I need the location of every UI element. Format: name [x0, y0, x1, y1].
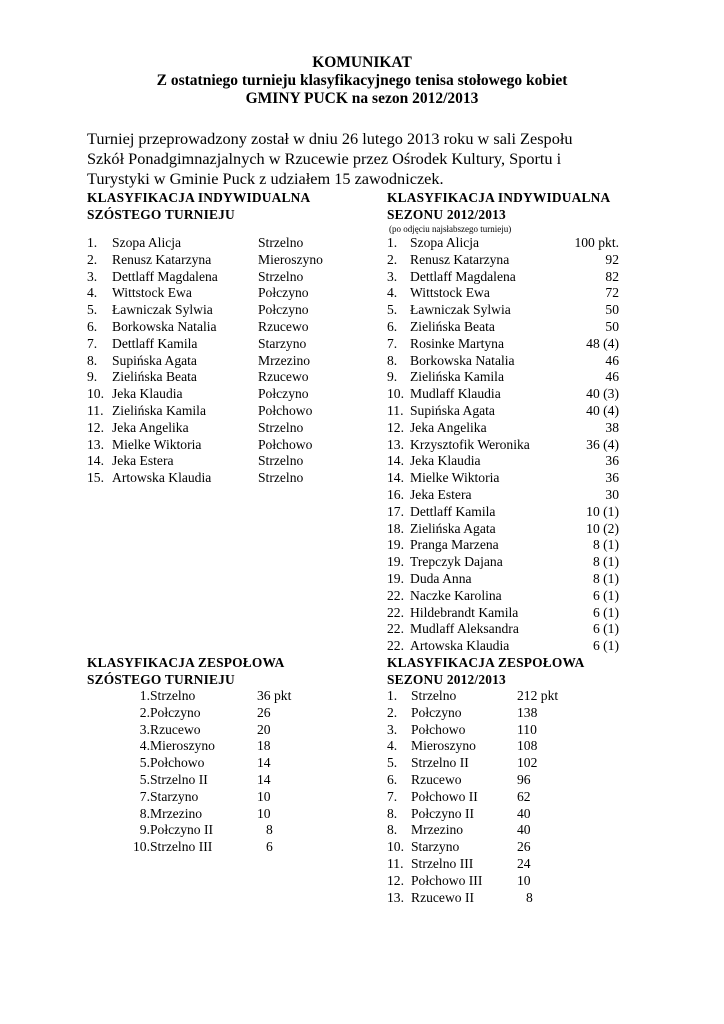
table-row [87, 688, 307, 705]
rank-number: 19. [387, 537, 404, 553]
table-row [87, 252, 347, 269]
team-name: Rzucewo [411, 771, 462, 787]
table-row [87, 470, 347, 487]
player-club: Połchowo [258, 402, 313, 418]
player-name: Pranga Marzena [410, 537, 499, 553]
rank-number: 6. [387, 318, 398, 334]
intro-line: Turniej przeprowadzony został w dniu 26 lutego 2013 roku w sali Zespołu [87, 129, 573, 148]
player-points: 46 [605, 352, 619, 368]
rank-number: 22. [387, 604, 404, 620]
rank-number: 1. [387, 688, 398, 703]
player-points: 8 (1) [592, 570, 619, 586]
table-row [87, 738, 307, 755]
rank-number: 7. [87, 335, 98, 351]
rank-number: 12. [87, 419, 104, 435]
table-row [387, 554, 647, 571]
player-points: 36 [605, 453, 619, 469]
team-points: 24 [517, 855, 531, 871]
table-row [387, 705, 587, 722]
team-name: Połchowo II [411, 788, 478, 804]
rank-number: 9. [139, 822, 150, 838]
player-points: 50 [605, 318, 619, 334]
section-title: KLASYFIKACJA ZESPOŁOWA [87, 655, 285, 670]
player-points: 40 (3) [586, 386, 619, 402]
rank-number: 9. [387, 369, 398, 385]
table-row [87, 319, 347, 336]
table-row [387, 638, 647, 655]
document-subtitle-season: GMINY PUCK na sezon 2012/2013 [245, 90, 479, 107]
rank-number: 11. [87, 402, 104, 418]
rank-number: 8. [387, 805, 398, 821]
team-name: Mieroszyno [411, 738, 476, 754]
player-points: 6 (1) [592, 638, 619, 654]
table-row [87, 285, 347, 302]
team-name: Strzelno [150, 688, 196, 703]
table-row [387, 588, 647, 605]
team-points: 10 [257, 788, 271, 804]
team-points: 26 [257, 704, 271, 720]
team-name: Starzyno [411, 839, 460, 855]
rank-number: 14. [87, 453, 104, 469]
team-points: 26 [517, 839, 531, 855]
section-subtitle: SZÓSTEGO TURNIEJU [87, 671, 235, 687]
player-name: Renusz Katarzyna [410, 251, 510, 267]
team-name: Strzelno [411, 688, 457, 703]
team-name: Połchowo [150, 755, 205, 771]
player-club: Mieroszyno [258, 251, 323, 267]
table-row [87, 755, 307, 772]
player-name: Mudlaff Klaudia [410, 386, 501, 402]
individual-tournament-heading [87, 190, 310, 223]
player-name: Szopa Alicja [410, 235, 480, 250]
player-club: Starzyno [258, 335, 307, 351]
table-row [387, 487, 647, 504]
rank-number: 2. [387, 704, 398, 720]
rank-number: 5. [87, 302, 98, 318]
player-name: Wittstock Ewa [112, 285, 192, 301]
rank-number: 19. [387, 570, 404, 586]
season-note: (po odjęciu najsłabszego turnieju) [389, 224, 512, 234]
player-name: Dettlaff Magdalena [112, 268, 218, 284]
player-club: Połchowo [258, 436, 313, 452]
player-club: Połczyno [258, 285, 309, 301]
player-points: 6 (1) [592, 621, 619, 637]
rank-number: 4. [387, 738, 398, 754]
team-name: Połczyno II [150, 822, 214, 838]
team-points: 108 [517, 738, 538, 754]
rank-number: 12. [387, 872, 404, 888]
section-subtitle: SEZONU 2012/2013 [387, 671, 506, 687]
table-row [87, 353, 347, 370]
team-name: Starzyno [150, 788, 199, 804]
rank-number: 5. [387, 755, 398, 771]
table-row [387, 856, 587, 873]
table-row [87, 437, 347, 454]
table-row [387, 252, 647, 269]
table-row [87, 369, 347, 386]
intro-line: Turystyki w Gminie Puck z udziałem 15 zawodniczek. [87, 169, 444, 188]
player-name: Duda Anna [410, 570, 472, 586]
player-name: Ławniczak Sylwia [112, 302, 213, 318]
table-row [87, 302, 347, 319]
player-points: 8 (1) [592, 554, 619, 570]
document-subtitle: Z ostatniego turnieju klasyfikacyjnego tenisa stołowego kobiet [156, 72, 568, 89]
rank-number: 5. [139, 771, 150, 787]
rank-number: 7. [387, 335, 398, 351]
team-name: Rzucewo II [411, 889, 475, 905]
table-row [87, 420, 347, 437]
team-points: 20 [257, 721, 271, 737]
player-name: Borkowska Natalia [410, 352, 515, 368]
player-points: 30 [605, 486, 619, 502]
player-name: Artowska Klaudia [112, 470, 212, 486]
rank-number: 8. [387, 352, 398, 368]
intro-line: Szkół Ponadgimnazjalnych w Rzucewie przez Ośrodek Kultury, Sportu i [87, 149, 562, 168]
player-points: 100 pkt. [574, 235, 619, 250]
player-club: Połczyno [258, 302, 309, 318]
team-points: 18 [257, 738, 271, 754]
team-name: Połchowo III [411, 872, 483, 888]
table-row [87, 839, 307, 856]
player-points: 10 (1) [586, 503, 619, 519]
player-name: Naczke Karolina [410, 587, 502, 603]
rank-number: 9. [87, 369, 98, 385]
player-club: Połczyno [258, 386, 309, 402]
player-points: 10 (2) [586, 520, 619, 536]
player-name: Mudlaff Aleksandra [410, 621, 519, 637]
player-name: Zielińska Agata [410, 520, 496, 536]
team-tournament-list [87, 688, 307, 856]
rank-number: 4. [87, 285, 98, 301]
rank-number: 8. [387, 822, 398, 838]
player-name: Hildebrandt Kamila [410, 604, 519, 620]
table-row [387, 437, 647, 454]
player-points: 8 (1) [592, 537, 619, 553]
player-points: 92 [605, 251, 619, 267]
player-name: Zielińska Beata [410, 318, 495, 334]
document-title: KOMUNIKAT [312, 54, 412, 71]
rank-number: 2. [387, 251, 398, 267]
rank-number: 5. [139, 755, 150, 771]
player-points: 40 (4) [586, 402, 619, 418]
player-name: Jeka Angelika [112, 419, 189, 435]
player-points: 46 [605, 369, 619, 385]
team-points: 138 [517, 704, 538, 720]
team-name: Połczyno [411, 704, 462, 720]
player-points: 82 [605, 268, 619, 284]
team-points: 212 pkt [517, 688, 559, 703]
team-name: Strzelno II [411, 755, 469, 771]
team-season-heading [387, 655, 584, 688]
rank-number: 22. [387, 638, 404, 654]
team-name: Strzelno III [411, 855, 474, 871]
rank-number: 3. [87, 268, 98, 284]
player-name: Supińska Agata [410, 402, 495, 418]
player-club: Strzelno [258, 470, 304, 486]
rank-number: 1. [387, 235, 398, 250]
rank-number: 14. [387, 453, 404, 469]
player-name: Zielińska Beata [112, 369, 197, 385]
team-points: 14 [257, 755, 271, 771]
table-row [387, 285, 647, 302]
individual-season-heading [387, 190, 610, 223]
individual-season-list [387, 235, 647, 655]
player-name: Rosinke Martyna [410, 335, 505, 351]
player-points: 36 (4) [586, 436, 619, 452]
player-club: Mrzezino [258, 352, 311, 368]
player-name: Jeka Klaudia [112, 386, 183, 402]
rank-number: 5. [387, 302, 398, 318]
player-name: Szopa Alicja [112, 235, 182, 250]
rank-number: 22. [387, 587, 404, 603]
table-row [87, 453, 347, 470]
player-name: Jeka Estera [410, 486, 472, 502]
player-club: Rzucewo [258, 318, 309, 334]
rank-number: 7. [139, 788, 150, 804]
team-points: 40 [517, 822, 531, 838]
table-row [387, 621, 647, 638]
rank-number: 13. [87, 436, 104, 452]
team-points: 8 [526, 889, 533, 905]
rank-number: 2. [87, 251, 98, 267]
rank-number: 15. [87, 470, 104, 486]
team-points: 96 [517, 771, 531, 787]
player-points: 6 (1) [592, 587, 619, 603]
rank-number: 11. [387, 855, 404, 871]
table-row [87, 722, 307, 739]
team-points: 14 [257, 771, 271, 787]
team-name: Połczyno [150, 704, 201, 720]
table-row [387, 839, 587, 856]
rank-number: 3. [387, 721, 398, 737]
team-name: Mieroszyno [150, 738, 215, 754]
team-name: Strzelno II [150, 771, 208, 787]
table-row [87, 386, 347, 403]
table-row [387, 755, 587, 772]
section-title: KLASYFIKACJA INDYWIDUALNA [387, 190, 611, 205]
rank-number: 3. [387, 268, 398, 284]
table-row [387, 319, 647, 336]
table-row [387, 369, 647, 386]
team-tournament-heading [87, 655, 284, 688]
table-row [387, 806, 587, 823]
table-row [87, 336, 347, 353]
table-row [387, 420, 647, 437]
team-name: Połchowo [411, 721, 466, 737]
rank-number: 10. [387, 839, 404, 855]
player-name: Dettlaff Kamila [410, 503, 496, 519]
table-row [87, 806, 307, 823]
rank-number: 4. [387, 285, 398, 301]
table-row [387, 269, 647, 286]
player-points: 50 [605, 302, 619, 318]
player-club: Strzelno [258, 419, 304, 435]
player-name: Trepczyk Dajana [410, 554, 503, 570]
player-name: Krzysztofik Weronika [410, 436, 530, 452]
rank-number: 6. [387, 771, 398, 787]
player-name: Supińska Agata [112, 352, 197, 368]
table-row [87, 705, 307, 722]
table-row [387, 789, 587, 806]
rank-number: 16. [387, 486, 404, 502]
section-title: KLASYFIKACJA ZESPOŁOWA [387, 655, 585, 670]
team-points: 10 [517, 872, 531, 888]
player-name: Jeka Klaudia [410, 453, 481, 469]
team-name: Połczyno II [411, 805, 475, 821]
intro-paragraph [87, 129, 647, 189]
table-row [387, 453, 647, 470]
rank-number: 3. [139, 721, 150, 737]
rank-number: 1. [87, 235, 98, 250]
player-name: Jeka Estera [112, 453, 174, 469]
rank-number: 13. [387, 889, 404, 905]
rank-number: 2. [139, 704, 150, 720]
team-name: Mrzezino [150, 805, 203, 821]
table-row [387, 822, 587, 839]
table-row [387, 302, 647, 319]
rank-number: 11. [387, 402, 404, 418]
table-row [387, 688, 587, 705]
rank-number: 17. [387, 503, 404, 519]
rank-number: 1. [139, 688, 150, 703]
rank-number: 6. [87, 318, 98, 334]
table-row [387, 873, 587, 890]
team-points: 62 [517, 788, 531, 804]
rank-number: 14. [387, 470, 404, 486]
table-row [387, 336, 647, 353]
player-name: Ławniczak Sylwia [410, 302, 511, 318]
team-points: 10 [257, 805, 271, 821]
table-row [387, 235, 647, 252]
player-name: Dettlaff Kamila [112, 335, 198, 351]
section-subtitle: SZÓSTEGO TURNIEJU [87, 206, 235, 222]
rank-number: 10. [387, 386, 404, 402]
team-points: 8 [266, 822, 273, 838]
section-subtitle: SEZONU 2012/2013 [387, 206, 506, 222]
table-row [87, 822, 307, 839]
section-title: KLASYFIKACJA INDYWIDUALNA [87, 190, 311, 205]
rank-number: 8. [139, 805, 150, 821]
rank-number: 18. [387, 520, 404, 536]
rank-number: 13. [387, 436, 404, 452]
table-row [387, 890, 587, 907]
table-row [387, 504, 647, 521]
player-points: 72 [605, 285, 619, 301]
table-row [387, 722, 587, 739]
team-points: 102 [517, 755, 538, 771]
rank-number: 10. [87, 386, 104, 402]
team-points: 110 [517, 721, 537, 737]
player-name: Mielke Wiktoria [410, 470, 500, 486]
team-name: Mrzezino [411, 822, 464, 838]
rank-number: 8. [87, 352, 98, 368]
team-name: Rzucewo [150, 721, 201, 737]
player-club: Strzelno [258, 268, 304, 284]
player-points: 36 [605, 470, 619, 486]
table-row [387, 470, 647, 487]
player-name: Dettlaff Magdalena [410, 268, 516, 284]
rank-number: 19. [387, 554, 404, 570]
player-points: 48 (4) [586, 335, 619, 351]
player-name: Artowska Klaudia [410, 638, 510, 654]
team-season-list [387, 688, 587, 906]
rank-number: 7. [387, 788, 398, 804]
player-name: Jeka Angelika [410, 419, 487, 435]
player-name: Wittstock Ewa [410, 285, 490, 301]
player-name: Zielińska Kamila [410, 369, 504, 385]
individual-tournament-list [87, 235, 347, 487]
rank-number: 22. [387, 621, 404, 637]
table-row [387, 386, 647, 403]
team-points: 6 [266, 839, 273, 855]
player-club: Rzucewo [258, 369, 309, 385]
table-row [387, 571, 647, 588]
table-row [387, 772, 587, 789]
table-row [387, 738, 587, 755]
player-name: Renusz Katarzyna [112, 251, 212, 267]
table-row [387, 353, 647, 370]
table-row [387, 537, 647, 554]
table-row [387, 521, 647, 538]
player-points: 6 (1) [592, 604, 619, 620]
player-points: 38 [605, 419, 619, 435]
table-row [87, 235, 347, 252]
table-row [387, 403, 647, 420]
player-club: Strzelno [258, 453, 304, 469]
table-row [87, 403, 347, 420]
table-row [87, 269, 347, 286]
player-name: Zielińska Kamila [112, 402, 206, 418]
rank-number: 4. [139, 738, 150, 754]
rank-number: 12. [387, 419, 404, 435]
team-points: 40 [517, 805, 531, 821]
player-club: Strzelno [258, 235, 304, 250]
table-row [87, 772, 307, 789]
player-name: Mielke Wiktoria [112, 436, 202, 452]
table-row [87, 789, 307, 806]
team-name: Strzelno III [150, 839, 213, 855]
rank-number: 10. [133, 839, 150, 855]
team-points: 36 pkt [257, 688, 292, 703]
table-row [387, 605, 647, 622]
player-name: Borkowska Natalia [112, 318, 217, 334]
